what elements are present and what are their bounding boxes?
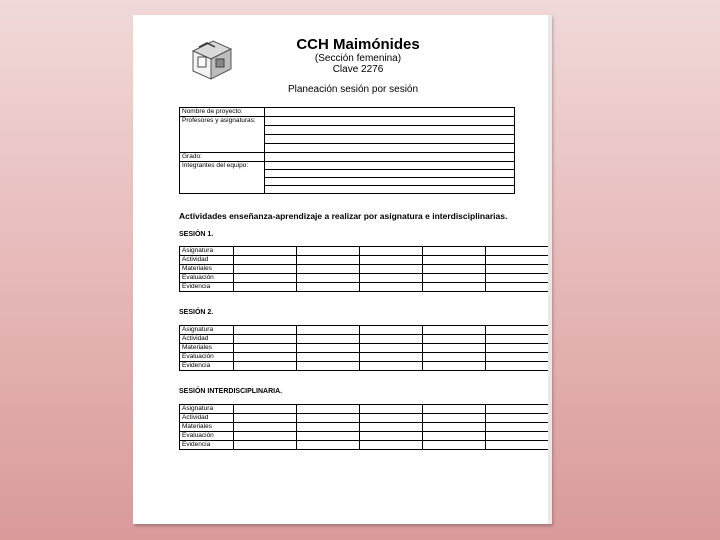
row-label: Evidencia xyxy=(180,362,234,371)
row-label: Evidencia xyxy=(180,283,234,292)
planning-title: Planeación sesión por sesión xyxy=(287,84,419,95)
team-members-value xyxy=(265,162,515,170)
team-members-label: Integrantes del equipo: xyxy=(180,162,265,194)
row-label: Asignatura xyxy=(180,326,234,335)
row-label: Evaluación xyxy=(180,432,234,441)
teachers-value xyxy=(265,144,515,153)
row-label: Asignatura xyxy=(180,247,234,256)
row-label: Materiales xyxy=(180,344,234,353)
row-label: Materiales xyxy=(180,423,234,432)
document-page xyxy=(133,15,551,524)
session-2-title: SESIÓN 2. xyxy=(179,309,214,316)
team-members-value xyxy=(265,178,515,186)
row-label: Evidencia xyxy=(180,441,234,450)
session-1-table xyxy=(179,246,549,292)
row-label: Asignatura xyxy=(180,405,234,414)
page-edge xyxy=(548,15,552,524)
school-name: CCH Maimónides xyxy=(296,36,420,53)
project-name-value xyxy=(265,108,515,117)
teachers-value xyxy=(265,126,515,135)
session-2-table xyxy=(179,325,549,371)
row-label: Actividad xyxy=(180,335,234,344)
activities-title: Actividades enseñanza-aprendizaje a realizar por asignatura e interdisciplinarias. xyxy=(179,211,508,221)
teachers-label: Profesores y asignaturas: xyxy=(180,117,265,153)
session-interdisciplinary-table xyxy=(179,404,549,450)
school-logo-icon xyxy=(185,37,235,83)
section-subtitle: (Sección femenina) xyxy=(314,53,402,64)
row-label: Actividad xyxy=(180,256,234,265)
row-label: Actividad xyxy=(180,414,234,423)
row-label: Materiales xyxy=(180,265,234,274)
row-label: Evaluación xyxy=(180,274,234,283)
team-members-value xyxy=(265,170,515,178)
teachers-value xyxy=(265,135,515,144)
school-code: Clave 2276 xyxy=(332,64,384,74)
project-name-label: Nombre de proyecto: xyxy=(180,108,265,117)
session-1-title: SESIÓN 1. xyxy=(179,231,214,238)
team-members-value xyxy=(265,186,515,194)
session-interdisciplinary-title: SESIÓN INTERDISCIPLINARIA. xyxy=(179,388,283,395)
row-label: Evaluación xyxy=(180,353,234,362)
grade-label: Grado: xyxy=(180,153,265,162)
project-info-table xyxy=(179,107,515,194)
teachers-value xyxy=(265,117,515,126)
grade-value xyxy=(265,153,515,162)
